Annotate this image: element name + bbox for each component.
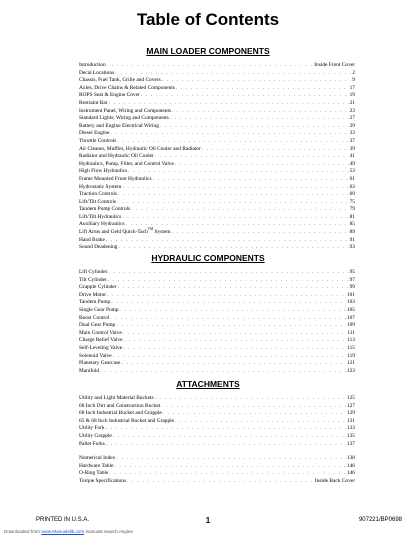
toc-entry-page: 133 — [346, 425, 355, 432]
toc-entry-page: 29 — [349, 122, 355, 129]
dot-leader — [110, 315, 346, 323]
toc-entry-label — [79, 191, 117, 199]
toc-entry[interactable] — [79, 410, 355, 418]
dot-leader — [163, 410, 346, 418]
toc-entry-page: 129 — [346, 410, 355, 417]
toc-entry-label-text: ROPS Seat & Engine Cover — [79, 92, 140, 99]
toc-entry-label — [79, 70, 114, 78]
dot-leader — [127, 478, 314, 486]
toc-entry-page: 79 — [349, 206, 355, 213]
toc-entry-label-text: Traction Controls — [79, 191, 117, 198]
toc-entry-label-text: Lift/Tilt Hydraulics — [79, 213, 122, 220]
toc-entry-label — [79, 85, 175, 93]
footer-printed-in: PRINTED IN U.S.A. — [36, 517, 90, 523]
toc-entry-label — [79, 292, 106, 300]
toc-entry[interactable] — [79, 244, 355, 252]
toc-entry-label-text: Radiator and Hydraulic Oil Cooler — [79, 153, 154, 160]
dot-leader — [122, 184, 348, 192]
toc-entry[interactable] — [79, 425, 355, 433]
toc-entry-label-text: Frame Mounted Front Hydraulics — [79, 175, 152, 182]
toc-entry[interactable] — [79, 292, 355, 300]
toc-entry-page: 2 — [352, 69, 355, 76]
toc-entry-label-text: Tandem Pump Controls — [79, 206, 131, 213]
toc-entry-label — [79, 92, 140, 100]
toc-entry-label-text: Pallet Forks — [79, 440, 105, 447]
toc-entry-label-text: Battery and Engine Electrical Wiring — [79, 122, 159, 129]
toc-entry-page: 113 — [347, 337, 355, 344]
toc-entry-label-text: Instrument Panel, Wiring and Components — [79, 107, 172, 114]
toc-entry-page: 89 — [349, 229, 355, 236]
toc-entry-page: 23 — [349, 107, 355, 114]
toc-entry-page: 97 — [349, 276, 355, 283]
dot-leader — [124, 337, 347, 345]
toc-entry-page: 27 — [349, 115, 355, 122]
toc-entry[interactable] — [79, 176, 355, 184]
toc-entry-page: 99 — [349, 284, 355, 291]
toc-entry[interactable] — [79, 130, 355, 138]
dot-leader — [118, 244, 348, 252]
toc-entry-label-text: Restraint Bar — [79, 99, 108, 106]
toc-list — [79, 395, 355, 448]
toc-entry[interactable] — [79, 478, 355, 486]
toc-entry[interactable] — [79, 62, 355, 70]
toc-entry-label-text: Boost Control — [79, 314, 110, 321]
toc-entry-label — [79, 138, 116, 146]
toc-entry-label-text: Self-Leveling Valve — [79, 344, 123, 351]
dot-leader — [113, 433, 346, 441]
toc-entry[interactable] — [79, 418, 355, 426]
toc-entry-label — [79, 199, 116, 207]
toc-entry-label — [79, 244, 117, 252]
toc-entry[interactable] — [79, 403, 355, 411]
dot-leader — [123, 330, 347, 338]
toc-entry[interactable] — [79, 123, 355, 131]
dot-leader — [109, 470, 346, 478]
toc-entry-page: 135 — [346, 432, 355, 439]
toc-entry-label — [79, 299, 110, 307]
toc-entry-label — [79, 123, 159, 131]
toc-entry-page: 33 — [349, 130, 355, 137]
toc-entry-label-text: Decal Locations — [79, 69, 115, 76]
toc-entry-label-text: Numerical Index — [79, 455, 116, 461]
toc-entry-page: 127 — [346, 402, 355, 409]
dot-leader — [120, 307, 346, 315]
dot-leader — [155, 153, 349, 161]
toc-entry[interactable] — [79, 345, 355, 353]
toc-entry[interactable] — [79, 229, 355, 237]
toc-entry-label-text: Standard Lights, Wiring and Components — [79, 115, 169, 122]
toc-entry-page: 115 — [347, 344, 355, 351]
toc-entry-label — [79, 269, 107, 277]
dot-leader — [114, 463, 346, 471]
dot-leader — [116, 322, 346, 330]
toc-entry[interactable] — [79, 433, 355, 441]
toc-entry-label-suffix: System — [153, 229, 171, 236]
toc-entry-label-text: Tandem Pump — [79, 299, 111, 306]
toc-entry[interactable] — [79, 199, 355, 207]
toc-entry-label — [79, 425, 105, 433]
section-heading: MAIN LOADER COMPONENTS — [146, 46, 270, 56]
footer-part-number: 907221/BP0698 — [358, 517, 402, 523]
dot-leader — [153, 176, 349, 184]
toc-entry-page: Inside Back Cover — [314, 477, 355, 484]
toc-entry-label — [79, 337, 123, 345]
toc-entry[interactable] — [79, 395, 355, 403]
dot-leader — [100, 368, 346, 376]
toc-entry[interactable] — [79, 92, 355, 100]
toc-entry-page: 61 — [349, 175, 355, 182]
toc-entry[interactable] — [79, 168, 355, 176]
toc-entry-label — [79, 277, 107, 285]
toc-entry[interactable] — [79, 463, 355, 471]
toc-entry-label-text: 65 & 68 Inch Industrial Bucket and Grapple — [79, 417, 175, 424]
toc-entry-label-text: Hydraulics, Pump, Filter, and Control Valve — [79, 160, 174, 167]
toc-entry-page: 109 — [346, 322, 355, 329]
toc-entry-page: 146 — [346, 470, 355, 477]
toc-entry-page: 75 — [349, 198, 355, 205]
toc-entry-label — [79, 153, 154, 161]
dot-leader — [175, 161, 349, 169]
toc-entry-label — [79, 470, 108, 478]
dot-leader — [117, 199, 349, 207]
toc-entry-label-text: Chassis, Fuel Tank, Grille and Covers — [79, 77, 161, 84]
toc-entry-label-text: Hardware Table — [79, 462, 114, 469]
toc-entry-label-text: Air Cleaner, Muffler, Hydraulic Oil Cooler and Radiator — [79, 145, 201, 152]
dot-leader — [162, 77, 352, 85]
dot-leader — [161, 403, 346, 411]
dot-leader — [111, 299, 346, 307]
toc-entry-label-text: Hand Brake — [79, 236, 105, 243]
toc-entry-label — [79, 463, 113, 471]
toc-entry-label — [79, 307, 119, 315]
toc-entry-label — [79, 368, 99, 376]
toc-entry-page: 91 — [349, 236, 355, 243]
toc-entry-label — [79, 161, 174, 169]
toc-entry-page: 9 — [352, 77, 355, 84]
footer-page-number: 1 — [205, 516, 211, 525]
toc-entry-label-text: Utility and Light Material Buckets — [79, 395, 154, 401]
toc-entry-label — [79, 418, 174, 426]
dot-leader — [118, 284, 349, 292]
toc-entry-label-text: Solenoid Valve — [79, 352, 112, 359]
watermark-link[interactable]: www.Manualslib.com — [41, 529, 85, 534]
toc-entry-label-text: Introduction — [79, 62, 106, 68]
toc-entry-label-text: Auxiliary Hydraulics — [79, 221, 125, 228]
toc-entry-label-text: Manifold — [79, 367, 100, 374]
toc-entry-label — [79, 284, 117, 292]
toc-entry-page: 105 — [346, 306, 355, 313]
toc-entry-label-text: O-Ring Table — [79, 470, 109, 477]
toc-entry[interactable] — [79, 307, 355, 315]
toc-entry-page: 123 — [346, 367, 355, 374]
toc-entry[interactable] — [79, 337, 355, 345]
toc-entry-page: 21 — [349, 99, 355, 106]
toc-entry-label-text: Utility Fork — [79, 425, 105, 432]
watermark-suffix: manuals search engine — [84, 529, 133, 534]
toc-entry-label-text: Sound Deadening — [79, 244, 118, 251]
toc-entry-label-text: High Flow Hydraulics — [79, 168, 128, 175]
toc-entry-label — [79, 77, 161, 85]
toc-entry-label-text: Charge Relief Valve — [79, 337, 123, 344]
toc-entry-page: 17 — [349, 84, 355, 91]
toc-entry-page: 146 — [346, 462, 355, 469]
toc-entry-page: 39 — [349, 145, 355, 152]
toc-entry-page: 103 — [346, 299, 355, 306]
section-heading: HYDRAULIC COMPONENTS — [151, 253, 265, 263]
dot-leader — [155, 395, 346, 403]
toc-entry[interactable] — [79, 237, 355, 245]
toc-entry-label-text: Tilt Cylinder — [79, 276, 107, 283]
toc-entry-label-text: 68 Inch Dirt and Construction Bucket — [79, 402, 161, 409]
toc-entry-page: 63 — [349, 183, 355, 190]
toc-entry-label — [79, 410, 162, 418]
toc-entry-label — [79, 62, 106, 70]
toc-entry-label — [79, 100, 108, 108]
toc-entry-label — [79, 184, 121, 192]
dot-leader — [175, 418, 346, 426]
toc-entry-label — [79, 478, 126, 486]
toc-entry-label — [79, 108, 171, 116]
toc-entry-page: 19 — [349, 92, 355, 99]
page-footer — [0, 516, 416, 526]
toc-entry-page: 138 — [346, 455, 355, 461]
toc-entry-page: Inside Front Cover — [314, 62, 355, 68]
toc-entry-label-text: Diesel Engine — [79, 130, 110, 137]
toc-entry-page: 85 — [349, 221, 355, 228]
section-heading: ATTACHMENTS — [176, 379, 240, 389]
toc-entry-label — [79, 206, 130, 214]
toc-entry[interactable] — [79, 360, 355, 368]
toc-entry-label-text: Axles, Drive Chains & Related Components — [79, 84, 175, 91]
dot-leader — [115, 70, 351, 78]
toc-entry[interactable] — [79, 108, 355, 116]
toc-entry-label — [79, 115, 169, 123]
toc-entry-label-text: Drive Motor — [79, 291, 107, 298]
toc-entry[interactable] — [79, 184, 355, 192]
toc-entry-label — [79, 403, 160, 411]
dot-leader — [176, 85, 349, 93]
toc-entry[interactable] — [79, 322, 355, 330]
toc-list — [79, 62, 355, 252]
toc-entry[interactable] — [79, 77, 355, 85]
toc-entry-page: 49 — [349, 160, 355, 167]
dot-leader — [110, 130, 348, 138]
toc-entry-page: 111 — [347, 329, 355, 336]
toc-entry-page: 41 — [349, 153, 355, 160]
dot-leader — [108, 269, 348, 277]
dot-leader — [107, 292, 346, 300]
dot-leader — [131, 206, 348, 214]
toc-entry-label — [79, 441, 105, 449]
toc-entry-label — [79, 146, 201, 154]
toc-entry[interactable] — [79, 115, 355, 123]
toc-entry[interactable] — [79, 214, 355, 222]
toc-entry-label-text: Dual Gear Pump — [79, 322, 116, 329]
toc-entry[interactable] — [79, 299, 355, 307]
toc-entry-label — [79, 360, 120, 368]
toc-entry-label-text: Main Control Valve — [79, 329, 122, 336]
toc-entry-label — [79, 221, 125, 229]
toc-entry-label — [79, 395, 154, 403]
toc-entry-page: 81 — [349, 213, 355, 220]
toc-entry[interactable] — [79, 441, 355, 449]
toc-entry-label — [79, 237, 105, 245]
toc-entry-page: 137 — [346, 440, 355, 447]
toc-entry[interactable] — [79, 315, 355, 323]
toc-entry[interactable] — [79, 138, 355, 146]
toc-entry-label — [79, 433, 112, 441]
toc-entry-page: 69 — [349, 191, 355, 198]
toc-entry-page: 107 — [346, 314, 355, 321]
toc-entry[interactable] — [79, 277, 355, 285]
toc-entry[interactable] — [79, 353, 355, 361]
toc-entry-label-text: Lift Arms and Gehl Quick-Tach — [79, 229, 148, 236]
toc-entry[interactable] — [79, 470, 355, 478]
toc-entry-label-text: Utility Grapple — [79, 432, 112, 439]
dot-leader — [116, 455, 346, 463]
dot-leader — [113, 353, 346, 361]
dot-leader — [160, 123, 349, 131]
toc-entry-page: 93 — [349, 244, 355, 251]
toc-entry-label-text: Throttle Controls — [79, 137, 117, 144]
dot-leader — [117, 138, 348, 146]
toc-entry-page: 37 — [349, 137, 355, 144]
dot-leader — [106, 237, 349, 245]
toc-list — [79, 269, 355, 375]
toc-entry-label — [79, 315, 109, 323]
toc-entry-label — [79, 455, 115, 463]
dot-leader — [121, 360, 345, 368]
toc-entry-label-text: Lift/Tilt Controls — [79, 198, 117, 205]
dot-leader — [106, 441, 346, 449]
page-title: Table of Contents — [136, 10, 280, 29]
dot-leader — [141, 92, 349, 100]
toc-entry-page: 95 — [349, 269, 355, 275]
toc-index-list — [79, 455, 355, 485]
toc-entry-label — [79, 322, 115, 330]
dot-leader — [123, 345, 346, 353]
toc-entry[interactable] — [79, 100, 355, 108]
dot-leader — [118, 191, 349, 199]
dot-leader — [202, 146, 349, 154]
toc-entry-label — [79, 168, 127, 176]
toc-entry[interactable] — [79, 284, 355, 292]
dot-leader — [172, 108, 349, 116]
toc-entry-label — [79, 345, 122, 353]
trademark-superscript: TM — [147, 227, 154, 232]
toc-entry[interactable] — [79, 455, 355, 463]
toc-entry[interactable] — [79, 206, 355, 214]
toc-entry-label — [79, 353, 112, 361]
toc-entry-label-text: Hydrostatic System — [79, 183, 122, 190]
toc-entry-page: 125 — [346, 395, 355, 401]
dot-leader — [170, 115, 349, 123]
dot-leader — [106, 425, 346, 433]
download-watermark — [4, 529, 133, 534]
toc-entry-label — [79, 176, 152, 184]
toc-entry[interactable] — [79, 269, 355, 277]
toc-entry[interactable] — [79, 85, 355, 93]
toc-entry-page: 53 — [349, 168, 355, 175]
toc-entry[interactable] — [79, 146, 355, 154]
toc-entry[interactable] — [79, 161, 355, 169]
dot-leader — [122, 214, 348, 222]
dot-leader — [108, 277, 349, 285]
toc-entry-page: 119 — [347, 352, 355, 359]
dot-leader — [109, 100, 349, 108]
toc-entry[interactable] — [79, 153, 355, 161]
watermark-prefix: Downloaded from — [4, 529, 42, 534]
dot-leader — [128, 168, 348, 176]
toc-entry-label-text: Torque Specifications — [79, 477, 127, 484]
toc-entry-page: 131 — [346, 417, 355, 424]
toc-entry-label-text: Grapple Cylinder — [79, 284, 117, 291]
toc-entry-label-text: Single Gear Pump — [79, 306, 119, 313]
toc-entry[interactable] — [79, 70, 355, 78]
toc-entry-page: 121 — [346, 360, 355, 367]
toc-entry[interactable] — [79, 368, 355, 376]
toc-entry-label-text: Lift Cylinder — [79, 269, 108, 275]
toc-entry[interactable] — [79, 191, 355, 199]
toc-entry-page: 101 — [346, 291, 355, 298]
dot-leader — [107, 62, 314, 70]
toc-entry-label-text: Planetary Gearcase — [79, 360, 121, 367]
toc-entry-label — [79, 214, 121, 222]
toc-entry-label — [79, 130, 109, 138]
dot-leader — [171, 229, 348, 237]
toc-entry-label — [79, 229, 170, 237]
toc-entry-label-text: 68 Inch Industrial Bucket and Grapple — [79, 410, 162, 417]
